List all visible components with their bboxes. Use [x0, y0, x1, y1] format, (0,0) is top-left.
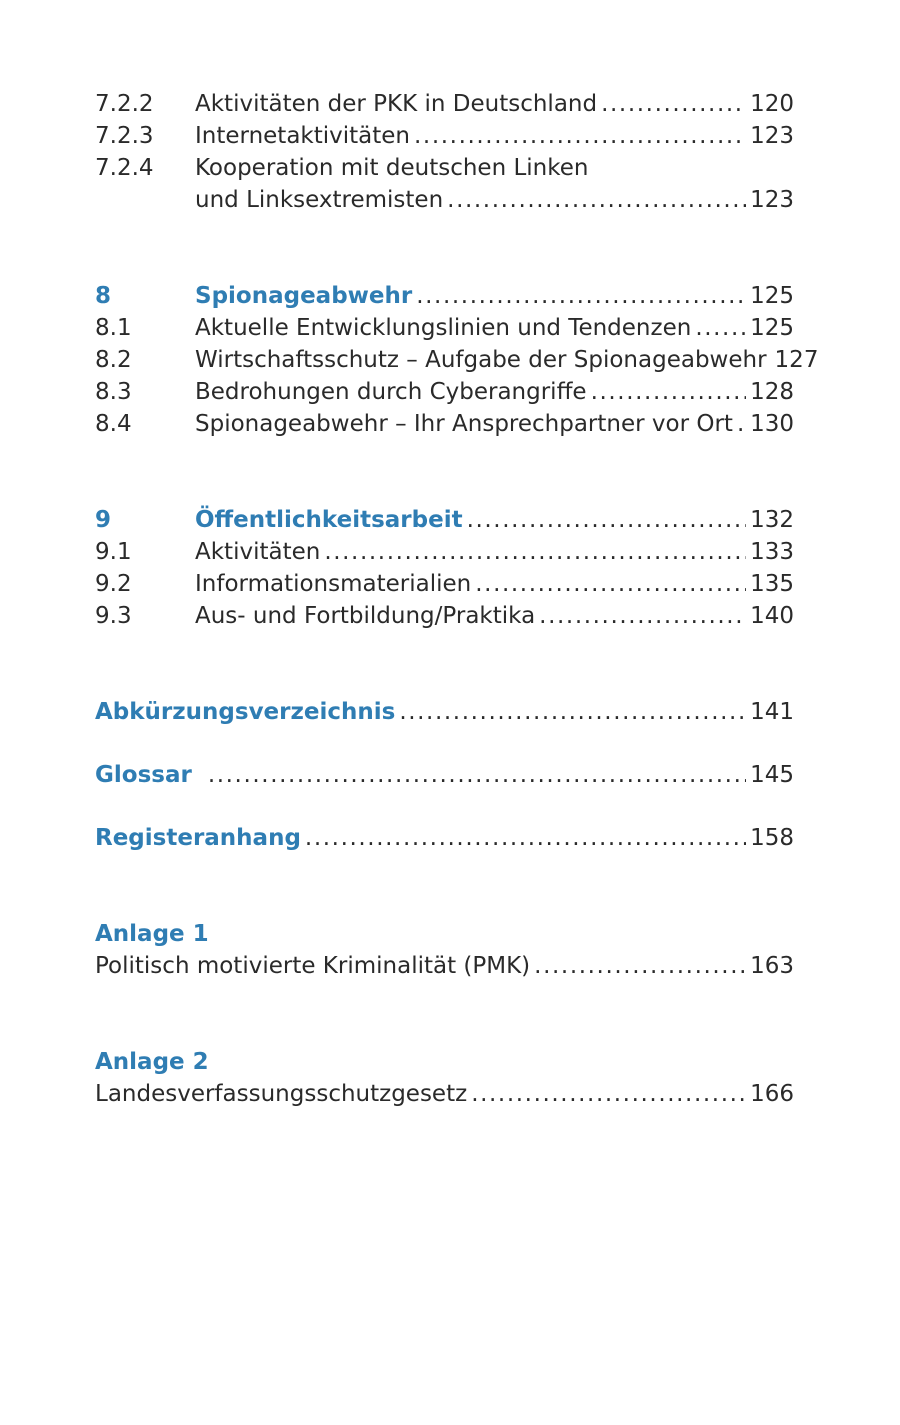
- entry-page: 130: [750, 411, 794, 437]
- section-title: Glossar: [95, 762, 192, 788]
- section-page: 132: [750, 507, 794, 533]
- entry-title: Landesverfassungsschutzgesetz: [95, 1081, 468, 1107]
- section-number: 8: [95, 283, 112, 309]
- section-title: Abkürzungsverzeichnis: [95, 699, 396, 725]
- entry-page: 140: [750, 603, 794, 629]
- toc-abkuerzungsverzeichnis[interactable]: [95, 696, 794, 728]
- toc-entry-7-2-3[interactable]: [95, 120, 794, 152]
- toc-entry-8-1[interactable]: [95, 312, 794, 344]
- entry-number: 7.2.2: [95, 91, 154, 117]
- entry-title: Aktuelle Entwicklungslinien und Tendenzen: [195, 315, 692, 341]
- entry-title: Informationsmaterialien: [195, 571, 472, 597]
- entry-title: Bedrohungen durch Cyberangriffe: [195, 379, 587, 405]
- dot-leader: [399, 696, 746, 728]
- entry-number: 8.1: [95, 315, 132, 341]
- toc-heading-8[interactable]: [95, 280, 794, 312]
- dot-leader: [591, 376, 747, 408]
- toc-entry-8-4[interactable]: [95, 408, 794, 440]
- toc-entry-7-2-4[interactable]: [95, 152, 794, 184]
- dot-leader: [467, 504, 747, 536]
- entry-page: 135: [750, 571, 794, 597]
- dot-leader: [416, 280, 746, 312]
- entry-title: Aus- und Fortbildung/Praktika: [195, 603, 536, 629]
- dot-leader: [447, 184, 746, 216]
- dot-leader: [324, 536, 746, 568]
- entry-number: 7.2.4: [95, 155, 154, 181]
- entry-title-line1: Kooperation mit deutschen Linken: [195, 155, 589, 181]
- entry-page: 127: [774, 347, 819, 373]
- toc-entry-9-1[interactable]: [95, 536, 794, 568]
- entry-number: 7.2.3: [95, 123, 154, 149]
- entry-title: Politisch motivierte Kriminalität (PMK): [95, 953, 531, 979]
- entry-title: Aktivitäten: [195, 539, 321, 565]
- section-page: 145: [750, 762, 794, 788]
- dot-leader: [414, 120, 746, 152]
- entry-title: Internetaktivitäten: [195, 123, 411, 149]
- entry-title: Wirtschaftsschutz – Aufgabe der Spionageabwehr: [195, 347, 767, 373]
- section-title: Öffentlichkeitsarbeit: [195, 507, 463, 533]
- entry-page: 163: [750, 953, 794, 979]
- dot-leader: [737, 408, 746, 440]
- toc-heading-9[interactable]: [95, 504, 794, 536]
- anlage-1-heading: [95, 918, 794, 950]
- entry-title: Spionageabwehr – Ihr Ansprechpartner vor Ort: [195, 411, 733, 437]
- anlage-2-heading: [95, 1046, 794, 1078]
- section-title: Registeranhang: [95, 825, 301, 851]
- entry-number: 9.1: [95, 539, 132, 565]
- section-page: 141: [750, 699, 794, 725]
- table-of-contents: [95, 88, 819, 1110]
- toc-entry-7-2-4-continued[interactable]: [95, 184, 794, 216]
- entry-page: 123: [750, 123, 794, 149]
- dot-leader: [534, 950, 746, 982]
- toc-registeranhang[interactable]: [95, 822, 794, 854]
- toc-glossar[interactable]: [95, 759, 794, 791]
- dot-leader: [471, 1078, 746, 1110]
- toc-entry-8-3[interactable]: [95, 376, 794, 408]
- section-number: 9: [95, 507, 112, 533]
- toc-anlage-2[interactable]: [95, 1078, 794, 1110]
- entry-page: 166: [750, 1081, 794, 1107]
- dot-leader: [208, 759, 746, 791]
- entry-number: 8.4: [95, 411, 132, 437]
- toc-entry-8-2[interactable]: [95, 344, 819, 376]
- toc-anlage-1[interactable]: [95, 950, 794, 982]
- dot-leader: [475, 568, 746, 600]
- anlage-heading: Anlage 2: [95, 1049, 209, 1075]
- entry-page: 133: [750, 539, 794, 565]
- toc-entry-9-3[interactable]: [95, 600, 794, 632]
- entry-number: 9.3: [95, 603, 132, 629]
- dot-leader: [539, 600, 746, 632]
- anlage-heading: Anlage 1: [95, 921, 209, 947]
- section-title: Spionageabwehr: [195, 283, 413, 309]
- toc-entry-9-2[interactable]: [95, 568, 794, 600]
- dot-leader: [305, 822, 746, 854]
- entry-page: 125: [750, 315, 794, 341]
- entry-title-line2: und Linksextremisten: [195, 187, 444, 213]
- entry-page: 123: [750, 187, 794, 213]
- entry-page: 128: [750, 379, 794, 405]
- entry-page: 120: [750, 91, 794, 117]
- dot-leader: [601, 88, 746, 120]
- section-page: 158: [750, 825, 794, 851]
- dot-leader: [695, 312, 746, 344]
- entry-number: 9.2: [95, 571, 132, 597]
- toc-entry-7-2-2[interactable]: [95, 88, 794, 120]
- entry-number: 8.3: [95, 379, 132, 405]
- entry-title: Aktivitäten der PKK in Deutschland: [195, 91, 598, 117]
- section-page: 125: [750, 283, 794, 309]
- entry-number: 8.2: [95, 347, 132, 373]
